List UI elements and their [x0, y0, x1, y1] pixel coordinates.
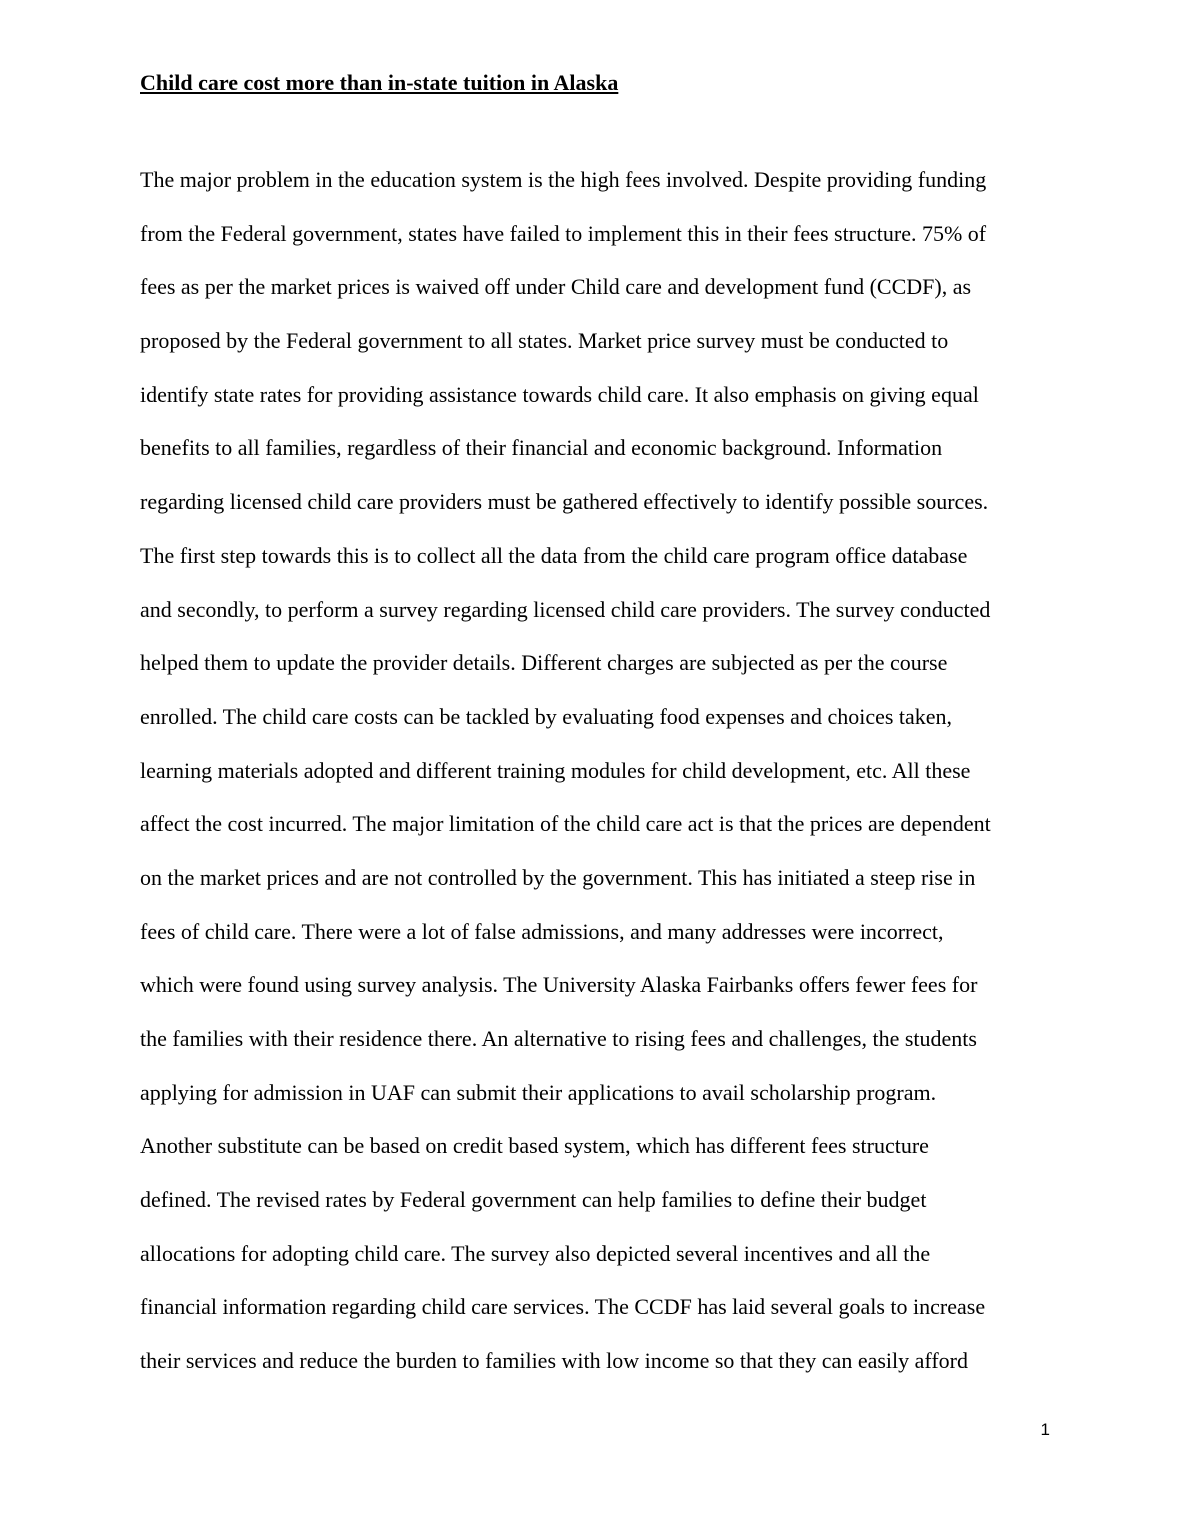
paragraph-line: financial information regarding child care services. The CCDF has laid several goals to increase — [140, 1294, 986, 1320]
paragraph-line: defined. The revised rates by Federal government can help families to define their budget — [140, 1187, 927, 1213]
paragraph-line: identify state rates for providing assistance towards child care. It also emphasis on giving equal — [140, 381, 979, 407]
paragraph-line: allocations for adopting child care. The survey also depicted several incentives and all the — [140, 1240, 931, 1266]
paragraph-line: helped them to update the provider details. Different charges are subjected as per the course — [140, 650, 948, 676]
paragraph-line: proposed by the Federal government to all states. Market price survey must be conducted to — [140, 328, 949, 354]
paragraph-line: enrolled. The child care costs can be tackled by evaluating food expenses and choices taken, — [140, 703, 953, 729]
page-number: 1 — [1040, 1420, 1050, 1439]
paragraph-line: regarding licensed child care providers must be gathered effectively to identify possible sources. — [140, 489, 989, 515]
paragraph-line: benefits to all families, regardless of their financial and economic background. Information — [140, 435, 943, 461]
paragraph-line: fees of child care. There were a lot of false admissions, and many addresses were incorrect, — [140, 918, 944, 944]
paragraph-line: and secondly, to perform a survey regarding licensed child care providers. The survey conducted — [140, 596, 991, 622]
paragraph-line: which were found using survey analysis. The University Alaska Fairbanks offers fewer fees for — [140, 972, 978, 998]
paragraph-line: on the market prices and are not controlled by the government. This has initiated a steep rise in — [140, 864, 976, 890]
paragraph-line: The major problem in the education system is the high fees involved. Despite providing funding — [140, 167, 987, 192]
paragraph-line: the families with their residence there. An alternative to rising fees and challenges, the students — [140, 1026, 977, 1051]
paragraph-line: Another substitute can be based on credit based system, which has different fees structure — [140, 1133, 929, 1159]
document-title: Child care cost more than in-state tuition in Alaska — [140, 70, 619, 95]
paragraph-line: applying for admission in UAF can submit their applications to avail scholarship program. — [140, 1079, 937, 1105]
paragraph-line: affect the cost incurred. The major limitation of the child care act is that the prices are dependent — [140, 811, 991, 837]
paragraph-line: learning materials adopted and different training modules for child development, etc. All these — [140, 757, 971, 783]
body-paragraph — [140, 162, 1060, 1397]
paragraph-line: The first step towards this is to collect all the data from the child care program office database — [140, 542, 968, 568]
paragraph-line: fees as per the market prices is waived off under Child care and development fund (CCDF), as — [140, 274, 972, 300]
paragraph-line: from the Federal government, states have failed to implement this in their fees structure. 75% of — [140, 220, 987, 246]
paragraph-line: their services and reduce the burden to families with low income so that they can easily afford — [140, 1348, 968, 1374]
